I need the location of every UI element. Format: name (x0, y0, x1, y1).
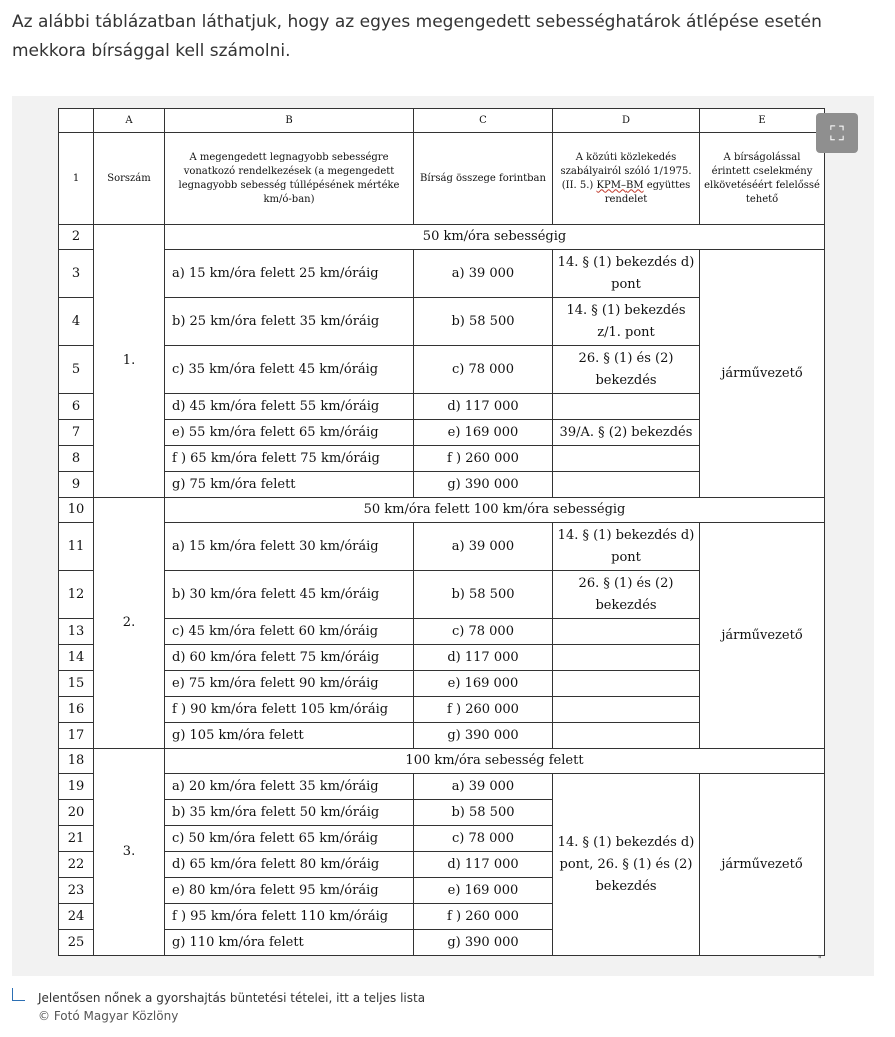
speed-range: a) 20 km/óra felett 35 km/óráig (165, 774, 414, 800)
rendelet-text-part: BM (625, 179, 644, 191)
column-letter-row (59, 109, 825, 133)
group-number-cell: 1. (94, 225, 165, 498)
row-number: 4 (59, 298, 94, 346)
speed-range: f ) 95 km/óra felett 110 km/óráig (165, 904, 414, 930)
speed-range: f ) 90 km/óra felett 105 km/óráig (165, 697, 414, 723)
fine-amount: a) 39 000 (414, 523, 553, 571)
row-number: 7 (59, 420, 94, 446)
caption-corner-icon (12, 988, 25, 1001)
fine-amount: b) 58 500 (414, 800, 553, 826)
speed-range: c) 50 km/óra felett 65 km/óráig (165, 826, 414, 852)
row-number: 20 (59, 800, 94, 826)
speed-range: e) 80 km/óra felett 95 km/óráig (165, 878, 414, 904)
speed-range: b) 35 km/óra felett 50 km/óráig (165, 800, 414, 826)
group-title: 50 km/óra sebességig (165, 225, 825, 250)
fine-amount: e) 169 000 (414, 878, 553, 904)
row-number: 3 (59, 250, 94, 298)
group-title-row (59, 498, 825, 523)
header-felelos: A bírságolással érintett cselekmény elkövetéséért felelőssé tehető (700, 133, 825, 225)
fine-amount: g) 390 000 (414, 930, 553, 956)
legal-reference (553, 472, 700, 498)
fine-amount: e) 169 000 (414, 671, 553, 697)
header-birsag: Bírság összege forintban (414, 133, 553, 225)
speed-range: d) 65 km/óra felett 80 km/óráig (165, 852, 414, 878)
group-title: 100 km/óra sebesség felett (165, 749, 825, 774)
fine-table (58, 108, 825, 956)
fine-amount: b) 58 500 (414, 571, 553, 619)
speed-range: g) 105 km/óra felett (165, 723, 414, 749)
row-number: 23 (59, 878, 94, 904)
legal-reference (553, 697, 700, 723)
row-number: 25 (59, 930, 94, 956)
rendelet-text-part: KPM– (596, 179, 626, 191)
legal-reference (553, 446, 700, 472)
caption-credit: © Fotó Magyar Közlöny (38, 1009, 179, 1023)
row-number: 16 (59, 697, 94, 723)
speed-range: g) 75 km/óra felett (165, 472, 414, 498)
speed-range: d) 60 km/óra felett 75 km/óráig (165, 645, 414, 671)
scan-mark: " (818, 955, 822, 964)
legal-reference: 26. § (1) és (2) bekezdés (553, 346, 700, 394)
fine-amount: f ) 260 000 (414, 697, 553, 723)
speed-range: e) 55 km/óra felett 65 km/óráig (165, 420, 414, 446)
column-letter: B (165, 109, 414, 133)
fine-amount: c) 78 000 (414, 826, 553, 852)
row-number: 1 (59, 133, 94, 225)
table-row (59, 250, 825, 298)
speed-range: e) 75 km/óra felett 90 km/óráig (165, 671, 414, 697)
expand-icon: ⛶ (830, 121, 844, 145)
table-row (59, 774, 825, 800)
table-row (59, 523, 825, 571)
column-letter: C (414, 109, 553, 133)
legal-reference (553, 723, 700, 749)
responsible-party: járművezető (700, 774, 825, 956)
group-number-cell: 2. (94, 498, 165, 749)
speed-range: g) 110 km/óra felett (165, 930, 414, 956)
row-number: 9 (59, 472, 94, 498)
legal-reference: 14. § (1) bekezdés z/1. pont (553, 298, 700, 346)
speed-range: f ) 65 km/óra felett 75 km/óráig (165, 446, 414, 472)
speed-range: a) 15 km/óra felett 30 km/óráig (165, 523, 414, 571)
speed-range: b) 30 km/óra felett 45 km/óráig (165, 571, 414, 619)
row-number: 13 (59, 619, 94, 645)
column-letter: E (700, 109, 825, 133)
speed-range: c) 45 km/óra felett 60 km/óráig (165, 619, 414, 645)
row-number: 6 (59, 394, 94, 420)
fine-amount: c) 78 000 (414, 346, 553, 394)
speed-range: d) 45 km/óra felett 55 km/óráig (165, 394, 414, 420)
rendelet-text-part: együttes rendelet (604, 179, 691, 205)
row-number: 21 (59, 826, 94, 852)
legal-reference: 14. § (1) bekezdés d) pont (553, 523, 700, 571)
caption-text: Jelentősen nőnek a gyorshajtás büntetési tételei, itt a teljes lista (38, 991, 426, 1005)
row-number: 11 (59, 523, 94, 571)
header-rendelkezesek: A megengedett legnagyobb sebességre vonatkozó rendelkezések (a megengedett legnagyobb sebesség túllépésének mértéke km/ó-ban) (165, 133, 414, 225)
fine-amount: a) 39 000 (414, 250, 553, 298)
corner-cell (59, 109, 94, 133)
legal-reference: 14. § (1) bekezdés d) pont, 26. § (1) és (2) bekezdés (553, 774, 700, 956)
fine-amount: c) 78 000 (414, 619, 553, 645)
column-letter: A (94, 109, 165, 133)
intro-paragraph: Az alábbi táblázatban láthatjuk, hogy az egyes megengedett sebességhatárok átlépése esetén mekkora bírsággal kell számolni. (12, 12, 822, 61)
fine-amount: b) 58 500 (414, 298, 553, 346)
fine-amount: d) 117 000 (414, 645, 553, 671)
responsible-party: járművezető (700, 523, 825, 749)
fine-amount: f ) 260 000 (414, 904, 553, 930)
fine-amount: d) 117 000 (414, 394, 553, 420)
legal-reference: 26. § (1) és (2) bekezdés (553, 571, 700, 619)
legal-reference (553, 645, 700, 671)
legal-reference: 39/A. § (2) bekezdés (553, 420, 700, 446)
fine-amount: e) 169 000 (414, 420, 553, 446)
row-number: 8 (59, 446, 94, 472)
group-title-row (59, 225, 825, 250)
fine-amount: g) 390 000 (414, 472, 553, 498)
group-title-row (59, 749, 825, 774)
expand-image-button[interactable] (816, 113, 858, 153)
header-sorszam: Sorszám (94, 133, 165, 225)
legal-reference (553, 619, 700, 645)
legal-reference: 14. § (1) bekezdés d) pont (553, 250, 700, 298)
speed-range: b) 25 km/óra felett 35 km/óráig (165, 298, 414, 346)
group-title: 50 km/óra felett 100 km/óra sebességig (165, 498, 825, 523)
fine-amount: f ) 260 000 (414, 446, 553, 472)
row-number: 19 (59, 774, 94, 800)
fine-amount: d) 117 000 (414, 852, 553, 878)
header-rendelet (553, 133, 700, 225)
speed-range: a) 15 km/óra felett 25 km/óráig (165, 250, 414, 298)
row-number: 24 (59, 904, 94, 930)
row-number: 12 (59, 571, 94, 619)
row-number: 15 (59, 671, 94, 697)
fine-amount: g) 390 000 (414, 723, 553, 749)
row-number: 18 (59, 749, 94, 774)
row-number: 2 (59, 225, 94, 250)
legal-reference (553, 394, 700, 420)
legal-reference (553, 671, 700, 697)
responsible-party: járművezető (700, 250, 825, 498)
fine-amount: a) 39 000 (414, 774, 553, 800)
row-number: 10 (59, 498, 94, 523)
row-number: 14 (59, 645, 94, 671)
row-number: 22 (59, 852, 94, 878)
column-letter: D (553, 109, 700, 133)
header-row (59, 133, 825, 225)
row-number: 17 (59, 723, 94, 749)
speed-range: c) 35 km/óra felett 45 km/óráig (165, 346, 414, 394)
group-number-cell: 3. (94, 749, 165, 956)
rendelet-text-part: A közúti közlekedés szabályairól szóló 1/1975. (II. 5.) (560, 151, 692, 191)
row-number: 5 (59, 346, 94, 394)
